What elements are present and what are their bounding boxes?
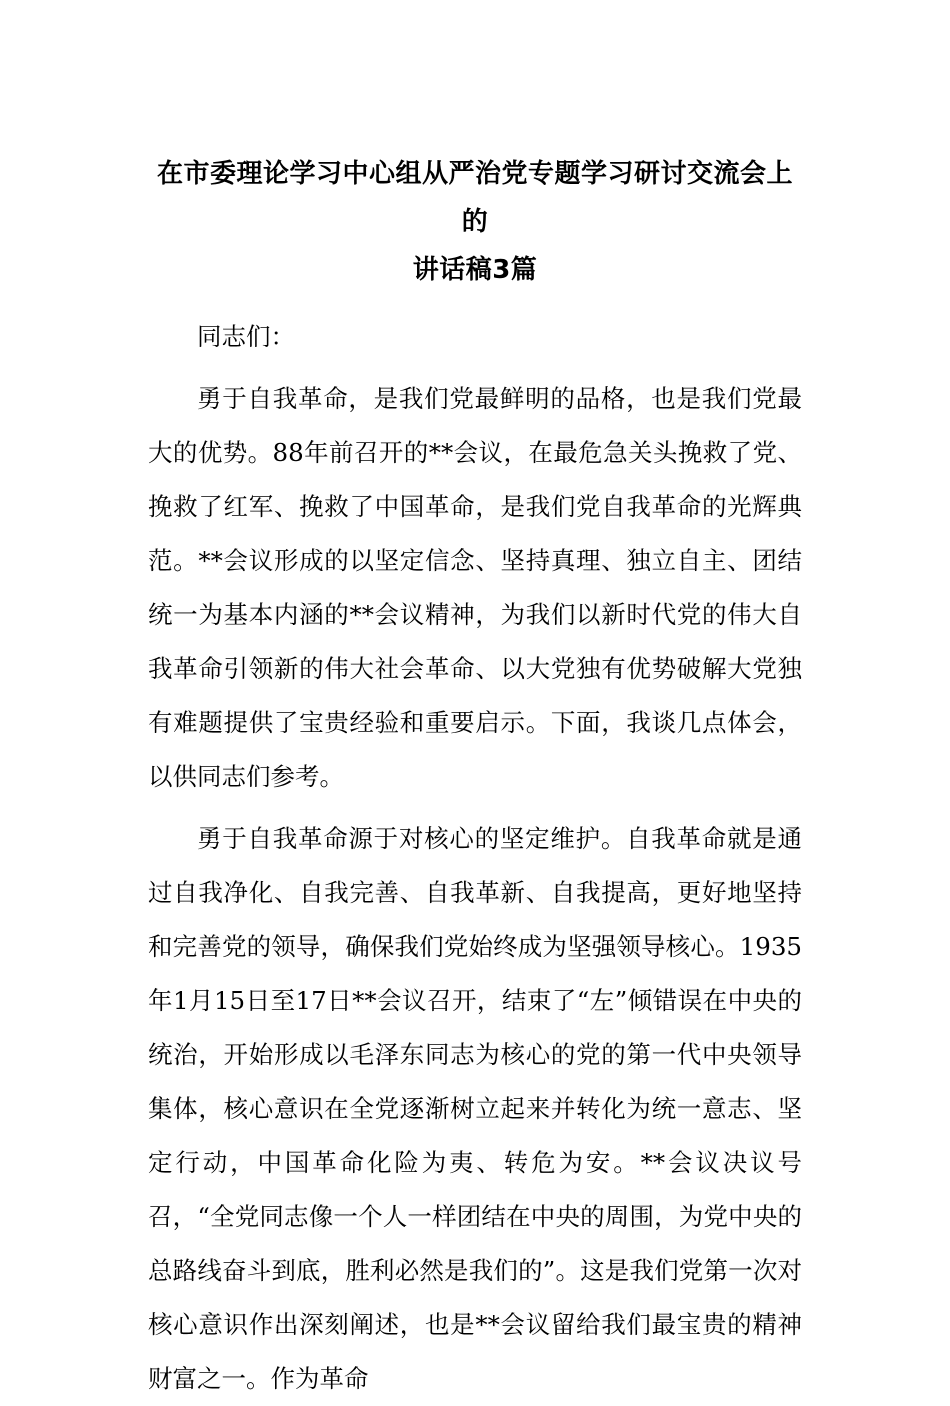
paragraph-intro: 勇于自我革命，是我们党最鲜明的品格，也是我们党最大的优势。88年前召开的**会议，在最危急关头挽救了党、挽救了红军、挽救了中国革命，是我们党自我革命的光辉典范。**会议形成的以坚定信念、坚持真理、独立自主、团结统一为基本内涵的**会议精神，为我们以新时代党的伟大自我革命引领新的伟大社会革命、以大党独有优势破解大党独有难题提供了宝贵经验和重要启示。下面，我谈几点体会，以供同志们参考。: [148, 384, 802, 791]
title-line-2: 讲话稿3篇: [412, 255, 538, 285]
title-line-1: 在市委理论学习中心组从严治党专题学习研讨交流会上的: [156, 159, 793, 237]
document-title: [148, 150, 802, 294]
salutation: 同志们：: [197, 322, 295, 351]
paragraph-core-maintenance: 勇于自我革命源于对核心的坚定维护。自我革命就是通过自我净化、自我完善、自我革新、自我提高，更好地坚持和完善党的领导，确保我们党始终成为坚强领导核心。1935年1月15日至17日**会议召开，结束了“左”倾错误在中央的统治，开始形成以毛泽东同志为核心的党的第一代中央领导集体，核心意识在全党逐渐树立起来并转化为统一意志、坚定行动，中国革命化险为夷、转危为安。**会议决议号召，“全党同志像一个人一样团结在中央的周围，为党中央的总路线奋斗到底，胜利必然是我们的”。这是我们党第一次对核心意识作出深刻阐述，也是**会议留给我们最宝贵的精神财富之一。作为革命: [148, 824, 802, 1393]
document-body: [148, 310, 802, 1406]
